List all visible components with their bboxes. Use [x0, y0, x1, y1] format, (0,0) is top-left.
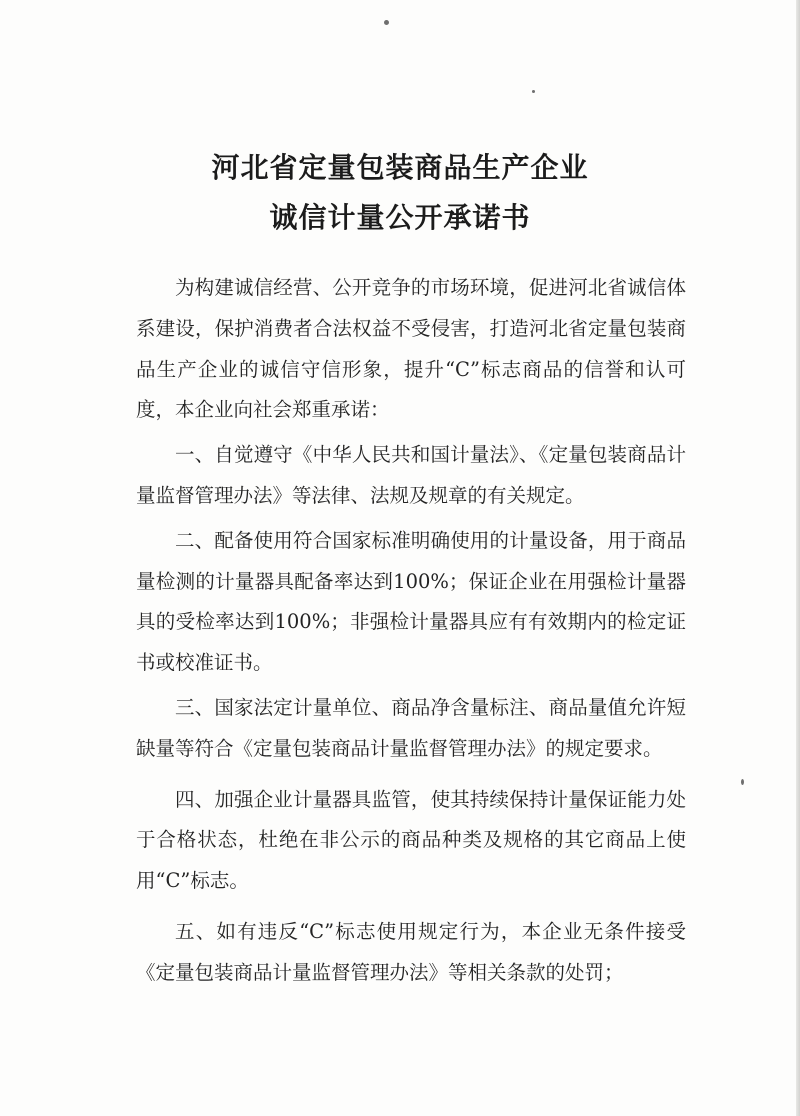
document-title-line2: 诚信计量公开承诺书: [269, 201, 531, 234]
document-body: [136, 268, 686, 994]
commitment-item-3: 三、国家法定计量单位、商品净含量标注、商品量值允许短缺量等符合《定量包装商品计量监督管理办法》的规定要求。: [136, 695, 686, 760]
intro-paragraph: 为构建诚信经营、公开竞争的市场环境，促进河北省诚信体系建设，保护消费者合法权益不受侵害，打造河北省定量包装商品生产企业的诚信守信形象，提升“C”标志商品的信誉和认可度，本企业向社会郑重承诺：: [136, 276, 686, 422]
scan-speck: [384, 20, 389, 25]
commitment-item-4: 四、加强企业计量器具监管，使其持续保持计量保证能力处于合格状态，杜绝在非公示的商品种类及规格的其它商品上使用“C”标志。: [136, 787, 686, 893]
scan-speck: [741, 779, 744, 785]
document-title-line1: 河北省定量包装商品生产企业: [211, 151, 589, 184]
commitment-item-2: 二、配备使用符合国家标准明确使用的计量设备，用于商品量检测的计量器具配备率达到100%；保证企业在用强检计量器具的受检率达到100%；非强检计量器具应有有效期内的检定证书或校准证书。: [136, 528, 686, 675]
commitment-item-5: 五、如有违反“C”标志使用规定行为，本企业无条件接受《定量包装商品计量监督管理办法》等相关条款的处罚；: [136, 919, 686, 984]
commitment-item-1: 一、自觉遵守《中华人民共和国计量法》、《定量包装商品计量监督管理办法》等法律、法规及规章的有关规定。: [136, 443, 686, 507]
scan-speck: [532, 90, 535, 93]
